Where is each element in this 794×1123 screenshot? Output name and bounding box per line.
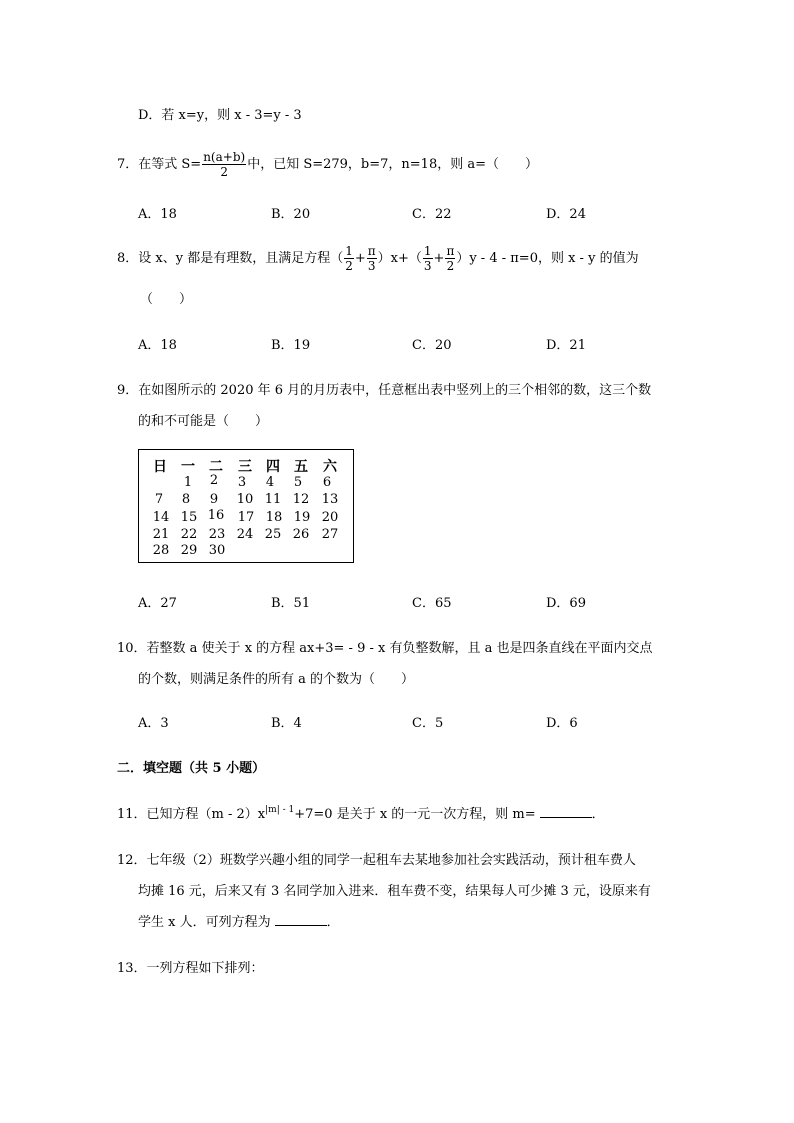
q7-option-b: B．20 bbox=[271, 207, 311, 222]
calendar-cell: 4 bbox=[265, 475, 275, 490]
q11-prefix: 11．已知方程（m - 2）x bbox=[117, 807, 266, 822]
q7-option-a: A．18 bbox=[138, 207, 177, 222]
calendar-cell: 10 bbox=[236, 492, 254, 507]
calendar-header: 四 bbox=[266, 459, 280, 475]
q9-option-d: D．69 bbox=[546, 596, 586, 611]
calendar-cell: 5 bbox=[293, 475, 303, 490]
calendar-cell: 1 bbox=[183, 475, 193, 490]
calendar-cell: 26 bbox=[292, 527, 310, 542]
q8-line2: （ ） bbox=[140, 292, 193, 307]
q9-option-a: A．27 bbox=[138, 596, 177, 611]
q8-frac-3 bbox=[423, 244, 433, 273]
q8-option-a: A．18 bbox=[138, 338, 177, 353]
q9-option-c: C．65 bbox=[412, 596, 452, 611]
q12-line1: 12．七年级（2）班数学兴趣小组的同学一起租车去某地参加社会实践活动，预计租车费人 bbox=[117, 853, 636, 868]
calendar-cell: 22 bbox=[180, 527, 198, 542]
q8-frac-1-num: 1 bbox=[345, 244, 353, 258]
q12-line3 bbox=[138, 911, 340, 930]
q10-option-c: C．5 bbox=[412, 716, 444, 731]
calendar-cell: 13 bbox=[321, 492, 339, 507]
calendar-cell: 23 bbox=[208, 527, 226, 542]
q7-suffix: 中，已知 S=279，b=7，n=18，则 a=（ ） bbox=[247, 157, 538, 172]
q8-option-c: C．20 bbox=[412, 338, 452, 353]
q11-stem bbox=[117, 803, 605, 822]
q8-option-d: D．21 bbox=[546, 338, 586, 353]
q12-line3-text: 学生 x 人．可列方程为 bbox=[138, 915, 271, 930]
calendar-cell: 20 bbox=[321, 510, 339, 525]
calendar-cell: 2 bbox=[209, 473, 219, 488]
q11-end: ． bbox=[591, 807, 605, 822]
calendar-cell: 29 bbox=[180, 543, 198, 558]
calendar-cell: 14 bbox=[152, 510, 170, 525]
q8-part2: ）x+（ bbox=[377, 251, 422, 266]
q8-frac-2 bbox=[367, 244, 377, 273]
calendar-cell: 15 bbox=[180, 510, 198, 525]
calendar-cell: 28 bbox=[152, 543, 170, 558]
q8-frac-4-num: π bbox=[446, 244, 455, 258]
q12-answer-blank[interactable] bbox=[275, 913, 327, 926]
q11-answer-blank[interactable] bbox=[540, 805, 592, 818]
calendar-header: 六 bbox=[323, 459, 337, 475]
q7-frac-den: 2 bbox=[220, 165, 229, 179]
q7-fraction bbox=[202, 150, 246, 179]
calendar-cell: 24 bbox=[236, 527, 254, 542]
calendar-cell: 12 bbox=[292, 492, 310, 507]
q11-exponent: |m| - 1 bbox=[265, 805, 295, 815]
q8-frac-1 bbox=[344, 244, 354, 273]
q8-frac-3-num: 1 bbox=[423, 244, 432, 258]
q10-option-b: B．4 bbox=[271, 716, 302, 731]
q7-prefix: 7．在等式 S= bbox=[117, 157, 202, 172]
q8-stem bbox=[117, 244, 639, 273]
q12-end: ． bbox=[326, 915, 340, 930]
section-2-title: 二．填空题（共 5 小题） bbox=[117, 761, 266, 776]
q8-frac-4-den: 2 bbox=[446, 259, 455, 273]
calendar-cell: 7 bbox=[154, 492, 164, 507]
q9-option-b: B．51 bbox=[271, 596, 311, 611]
q7-frac-num: n(a+b) bbox=[203, 150, 246, 164]
q8-frac-1-den: 2 bbox=[345, 259, 353, 273]
q10-line2: 的个数，则满足条件的所有 a 的个数为（ ） bbox=[138, 672, 415, 687]
q12-line2: 均摊 16 元，后来又有 3 名同学加入进来．租车费不变，结果每人可少摊 3 元，设原来有 bbox=[138, 884, 651, 899]
q7-option-c: C．22 bbox=[412, 207, 452, 222]
calendar-header: 一 bbox=[181, 459, 195, 475]
calendar-header: 五 bbox=[294, 459, 308, 475]
q8-part3: ）y - 4 - π=0，则 x - y 的值为 bbox=[456, 251, 639, 266]
q8-frac-2-den: 3 bbox=[367, 259, 376, 273]
q11-suffix: +7=0 是关于 x 的一元一次方程，则 m= bbox=[294, 807, 536, 822]
q10-line1: 10．若整数 a 使关于 x 的方程 ax+3= - 9 - x 有负整数解，且 a 也是四条直线在平面内交点 bbox=[117, 641, 653, 656]
calendar-cell: 16 bbox=[207, 508, 225, 523]
calendar-cell: 8 bbox=[181, 492, 191, 507]
q8-frac-2-num: π bbox=[367, 244, 376, 258]
calendar-header: 三 bbox=[238, 459, 252, 475]
q9-line1: 9．在如图所示的 2020 年 6 月的月历表中，任意框出表中竖列上的三个相邻的数，这三个数 bbox=[117, 383, 652, 398]
calendar-cell: 18 bbox=[265, 510, 283, 525]
calendar-cell: 11 bbox=[264, 492, 282, 507]
q8-option-b: B．19 bbox=[271, 338, 311, 353]
q6-option-d: D．若 x=y，则 x - 3=y - 3 bbox=[138, 108, 302, 123]
calendar-header: 二 bbox=[209, 459, 223, 475]
calendar-cell: 6 bbox=[322, 475, 332, 490]
q9-line2: 的和不可能是（ ） bbox=[138, 414, 269, 429]
q13-line1: 13．一列方程如下排列： bbox=[117, 961, 264, 976]
calendar-cell: 9 bbox=[209, 492, 219, 507]
calendar-cell: 25 bbox=[264, 527, 282, 542]
q8-plus-2: + bbox=[433, 251, 445, 266]
q7-stem bbox=[117, 150, 538, 179]
q7-option-d: D．24 bbox=[546, 207, 586, 222]
calendar-cell: 17 bbox=[237, 510, 255, 525]
calendar-cell: 30 bbox=[208, 543, 226, 558]
calendar-cell: 3 bbox=[237, 475, 247, 490]
q8-frac-4 bbox=[445, 244, 455, 273]
calendar-cell: 27 bbox=[321, 527, 339, 542]
q8-frac-3-den: 3 bbox=[423, 259, 432, 273]
q8-part1: 8．设 x、y 都是有理数，且满足方程（ bbox=[117, 251, 344, 266]
calendar-cell: 19 bbox=[293, 510, 311, 525]
calendar-header: 日 bbox=[153, 459, 167, 475]
q8-plus-1: + bbox=[354, 251, 366, 266]
calendar-cell: 21 bbox=[152, 527, 170, 542]
calendar-table bbox=[138, 449, 354, 563]
q10-option-a: A．3 bbox=[138, 716, 169, 731]
q10-option-d: D．6 bbox=[546, 716, 578, 731]
